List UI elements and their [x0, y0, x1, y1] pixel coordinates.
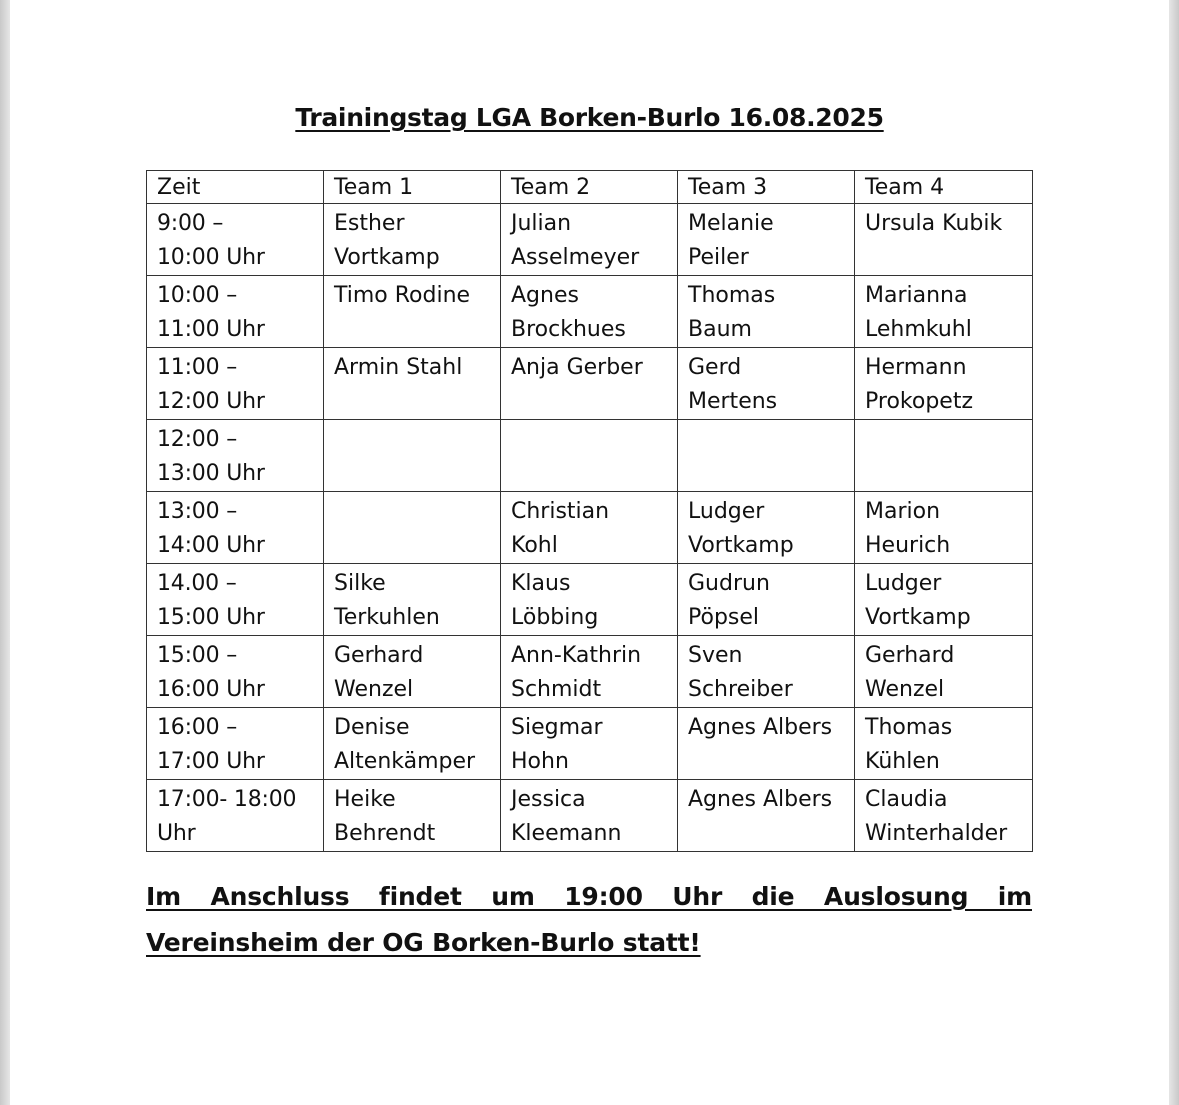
header-team-4: Team 4 [855, 171, 1033, 204]
table-row [147, 636, 1033, 708]
team-cell [324, 420, 501, 492]
team-cell: Silke Terkuhlen [324, 564, 501, 636]
team-cell: Gerhard Wenzel [855, 636, 1033, 708]
team-cell: Agnes Brockhues [501, 276, 678, 348]
page-edge-left [0, 0, 10, 1105]
team-cell: Klaus Löbbing [501, 564, 678, 636]
time-cell: 13:00 – 14:00 Uhr [147, 492, 324, 564]
header-team-2: Team 2 [501, 171, 678, 204]
time-cell: 10:00 – 11:00 Uhr [147, 276, 324, 348]
table-row [147, 780, 1033, 852]
time-cell: 16:00 – 17:00 Uhr [147, 708, 324, 780]
table-row [147, 708, 1033, 780]
team-cell [501, 420, 678, 492]
team-cell: Ursula Kubik [855, 204, 1033, 276]
team-cell: Siegmar Hohn [501, 708, 678, 780]
team-cell: Christian Kohl [501, 492, 678, 564]
team-cell: Esther Vortkamp [324, 204, 501, 276]
table-header-row [147, 171, 1033, 204]
team-cell: Melanie Peiler [678, 204, 855, 276]
time-cell: 9:00 – 10:00 Uhr [147, 204, 324, 276]
team-cell [855, 420, 1033, 492]
team-cell: Heike Behrendt [324, 780, 501, 852]
team-cell: Armin Stahl [324, 348, 501, 420]
table-row [147, 492, 1033, 564]
team-cell: Denise Altenkämper [324, 708, 501, 780]
header-zeit: Zeit [147, 171, 324, 204]
page-edge-right [1169, 0, 1179, 1105]
team-cell: Gerd Mertens [678, 348, 855, 420]
time-cell: 12:00 – 13:00 Uhr [147, 420, 324, 492]
team-cell: Jessica Kleemann [501, 780, 678, 852]
team-cell: Marion Heurich [855, 492, 1033, 564]
team-cell [678, 420, 855, 492]
team-cell: Ludger Vortkamp [678, 492, 855, 564]
team-cell: Ludger Vortkamp [855, 564, 1033, 636]
document-title: Trainingstag LGA Borken-Burlo 16.08.2025 [295, 103, 884, 132]
team-cell: Ann-Kathrin Schmidt [501, 636, 678, 708]
team-cell: Julian Asselmeyer [501, 204, 678, 276]
table-row [147, 564, 1033, 636]
team-cell: Thomas Baum [678, 276, 855, 348]
team-cell: Hermann Prokopetz [855, 348, 1033, 420]
team-cell: Thomas Kühlen [855, 708, 1033, 780]
table-row [147, 276, 1033, 348]
team-cell: Claudia Winterhalder [855, 780, 1033, 852]
team-cell: Timo Rodine [324, 276, 501, 348]
time-cell: 14.00 – 15:00 Uhr [147, 564, 324, 636]
time-cell: 15:00 – 16:00 Uhr [147, 636, 324, 708]
team-cell: Sven Schreiber [678, 636, 855, 708]
table-row [147, 348, 1033, 420]
table-row [147, 204, 1033, 276]
team-cell: Anja Gerber [501, 348, 678, 420]
time-cell: 17:00- 18:00 Uhr [147, 780, 324, 852]
footer-note: Im Anschluss findet um 19:00 Uhr die Auslosung im Vereinsheim der OG Borken-Burlo statt! [146, 882, 1032, 957]
time-cell: 11:00 – 12:00 Uhr [147, 348, 324, 420]
team-cell: Gudrun Pöpsel [678, 564, 855, 636]
schedule-table [146, 170, 1033, 852]
team-cell [324, 492, 501, 564]
team-cell: Agnes Albers [678, 780, 855, 852]
header-team-3: Team 3 [678, 171, 855, 204]
table-row [147, 420, 1033, 492]
team-cell: Agnes Albers [678, 708, 855, 780]
team-cell: Gerhard Wenzel [324, 636, 501, 708]
header-team-1: Team 1 [324, 171, 501, 204]
team-cell: Marianna Lehmkuhl [855, 276, 1033, 348]
